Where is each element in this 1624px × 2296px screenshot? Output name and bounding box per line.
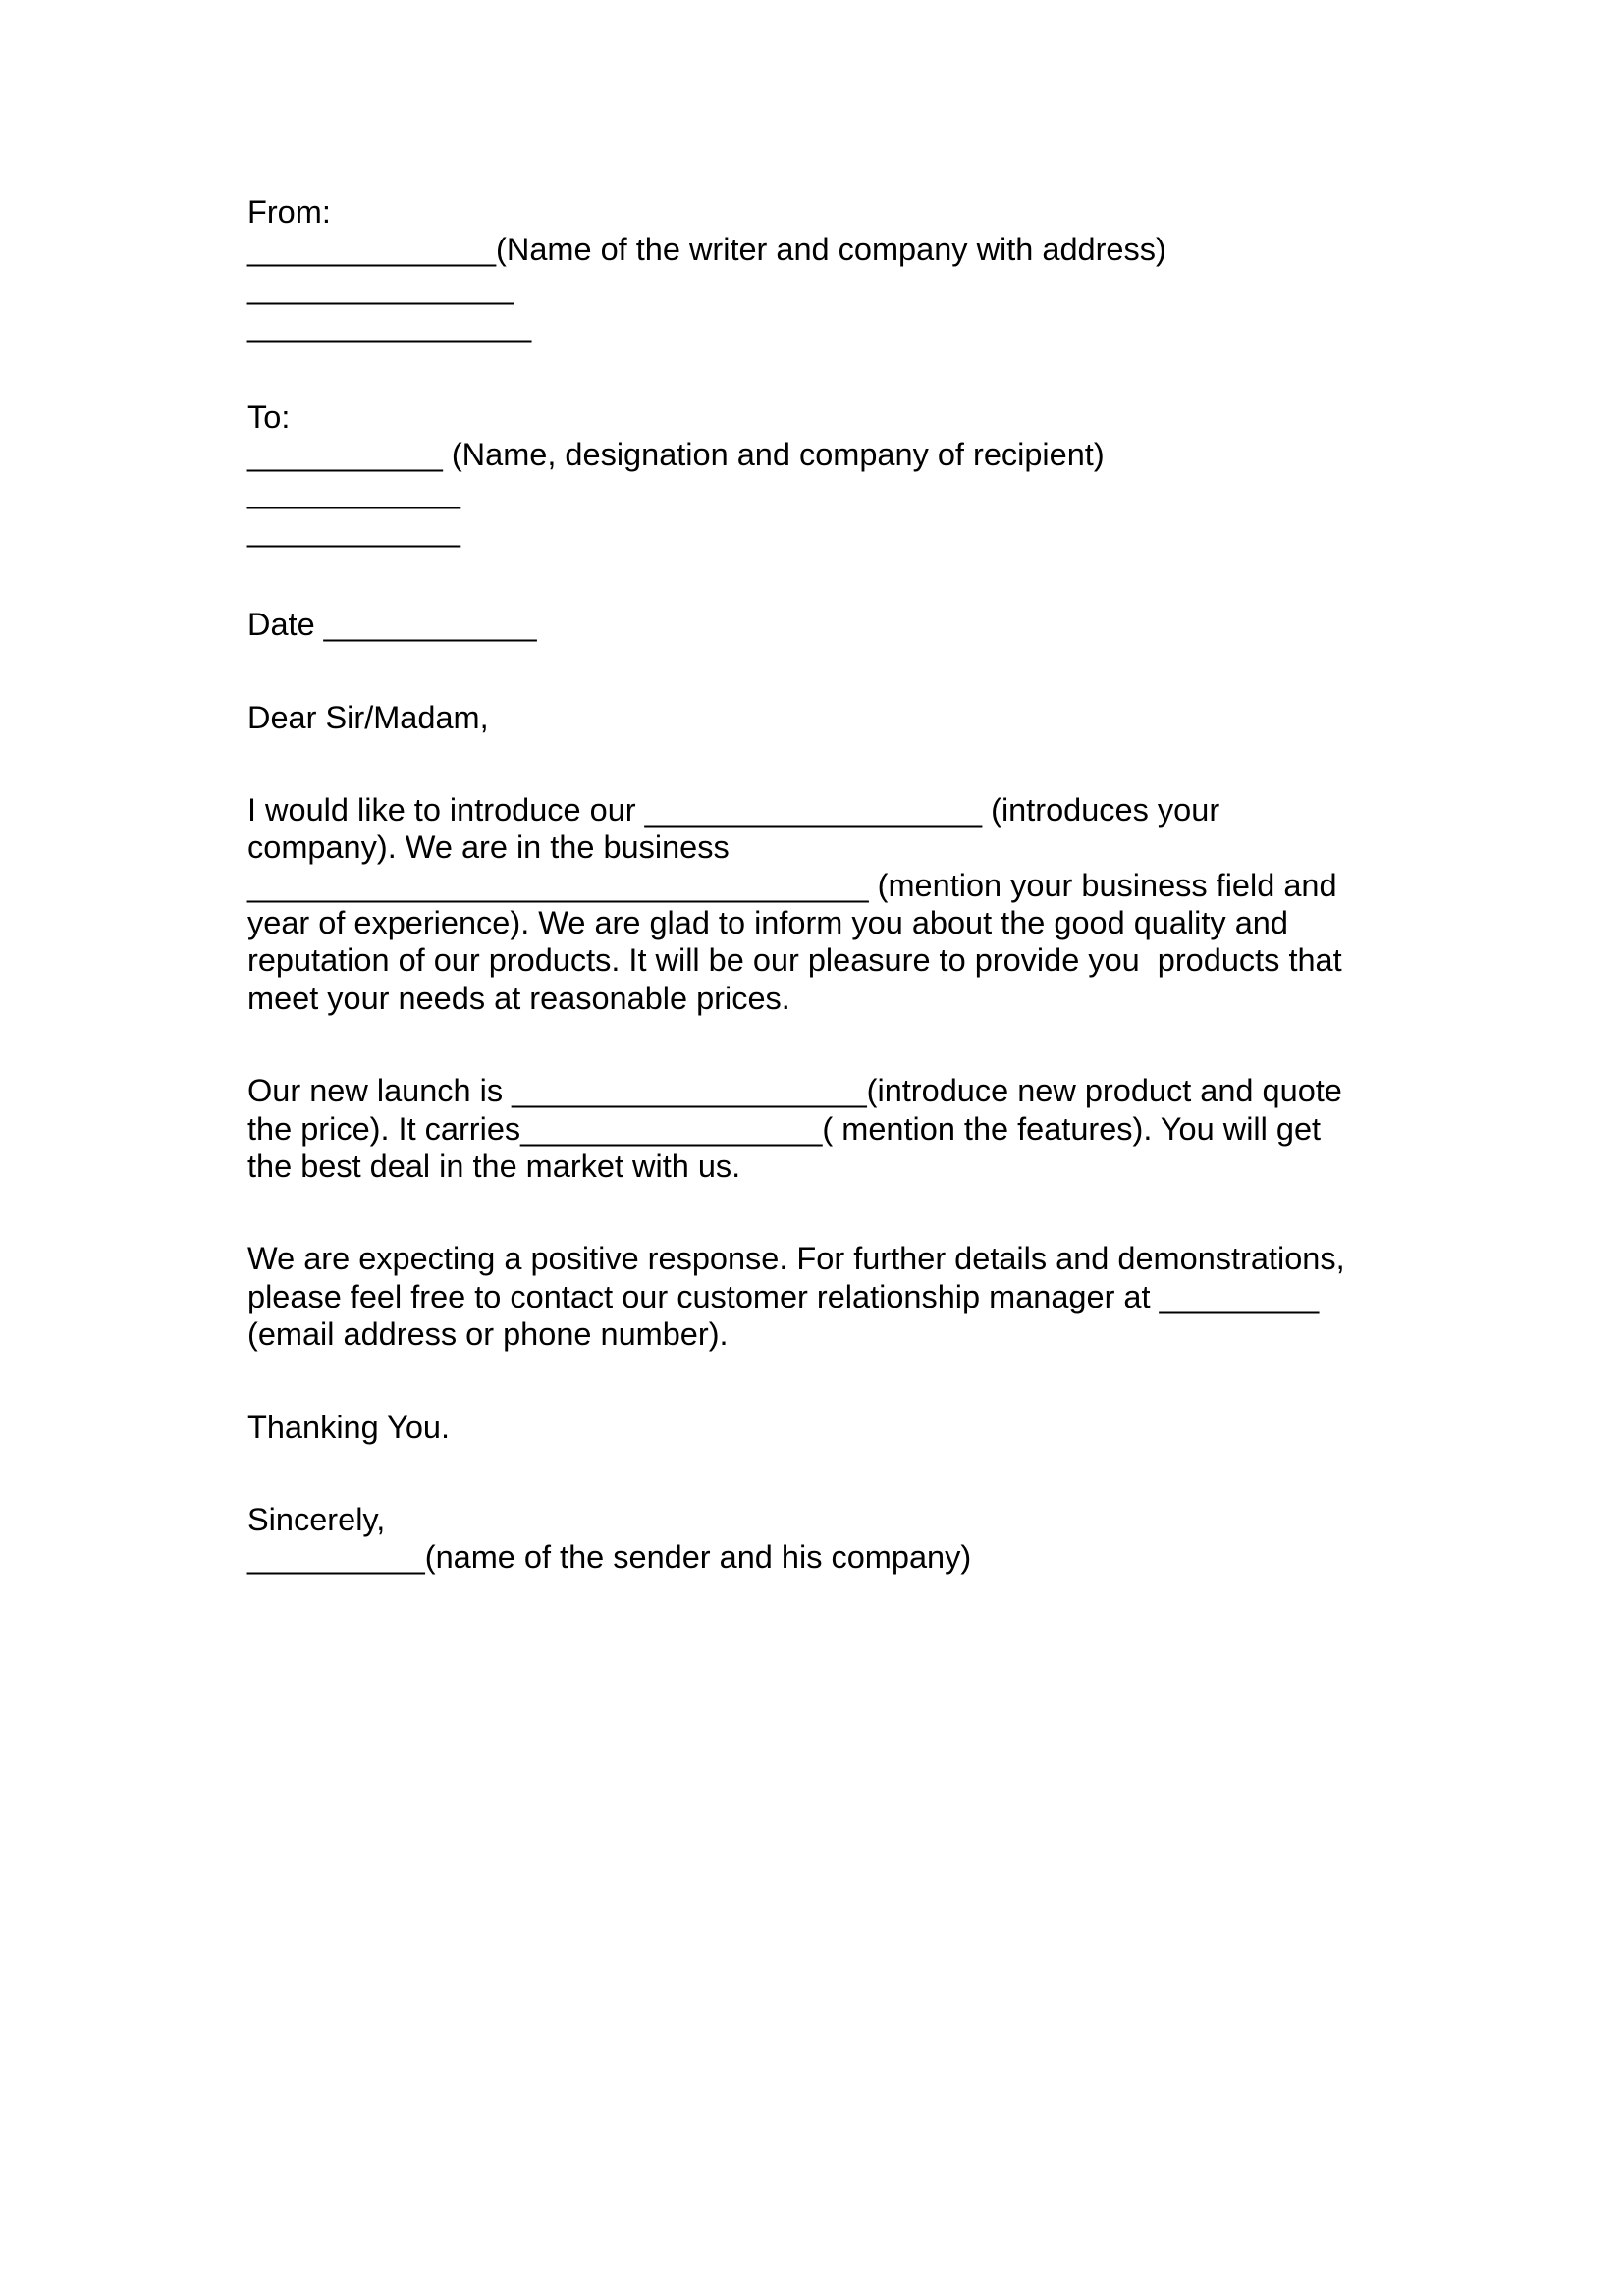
thanks-line: Thanking You. xyxy=(247,1409,451,1445)
paragraph-line: the best deal in the market with us. xyxy=(247,1148,741,1185)
paragraph-line: Our new launch is ____________________(introduce new product and quote xyxy=(247,1073,1342,1109)
closing-block xyxy=(247,1501,1386,1576)
to-address-line-2: ____________ xyxy=(247,511,460,548)
from-address-line-1: _______________ xyxy=(247,269,514,305)
new-launch-paragraph xyxy=(247,1072,1386,1185)
salutation-block xyxy=(247,699,1386,736)
paragraph-line: reputation of our products. It will be our pleasure to provide you products that xyxy=(247,942,1342,979)
to-label: To: xyxy=(247,399,291,435)
to-block xyxy=(247,399,1386,550)
closing-label: Sincerely, xyxy=(247,1501,386,1537)
paragraph-line: ___________________________________ (mention your business field and xyxy=(247,867,1337,903)
paragraph-line: company). We are in the business xyxy=(247,829,730,866)
paragraph-line: I would like to introduce our ___________________ (introduces your xyxy=(247,791,1220,828)
paragraph-line: We are expecting a positive response. For further details and demonstrations, xyxy=(247,1241,1345,1277)
from-name-line: ______________(Name of the writer and company with address) xyxy=(247,232,1166,268)
from-label: From: xyxy=(247,194,331,230)
paragraph-line: (email address or phone number). xyxy=(247,1316,729,1353)
paragraph-line: year of experience). We are glad to inform you about the good quality and xyxy=(247,905,1288,941)
paragraph-line: meet your needs at reasonable prices. xyxy=(247,980,790,1016)
from-address-line-2: ________________ xyxy=(247,307,532,344)
salutation: Dear Sir/Madam, xyxy=(247,699,489,735)
thanks-block xyxy=(247,1409,1386,1446)
paragraph-line: the price). It carries_________________( mention the features). You will get xyxy=(247,1110,1322,1147)
introduction-paragraph xyxy=(247,791,1386,1017)
letter-body xyxy=(247,193,1386,1576)
to-address-line-1: ____________ xyxy=(247,474,460,510)
to-name-line: ___________ (Name, designation and company of recipient) xyxy=(247,436,1105,472)
date-block xyxy=(247,606,1386,643)
signature-line: __________(name of the sender and his company) xyxy=(247,1539,972,1575)
contact-paragraph xyxy=(247,1240,1386,1353)
paragraph-line: please feel free to contact our customer relationship manager at _________ xyxy=(247,1278,1320,1314)
from-block xyxy=(247,193,1386,345)
date-line: Date ____________ xyxy=(247,607,537,643)
